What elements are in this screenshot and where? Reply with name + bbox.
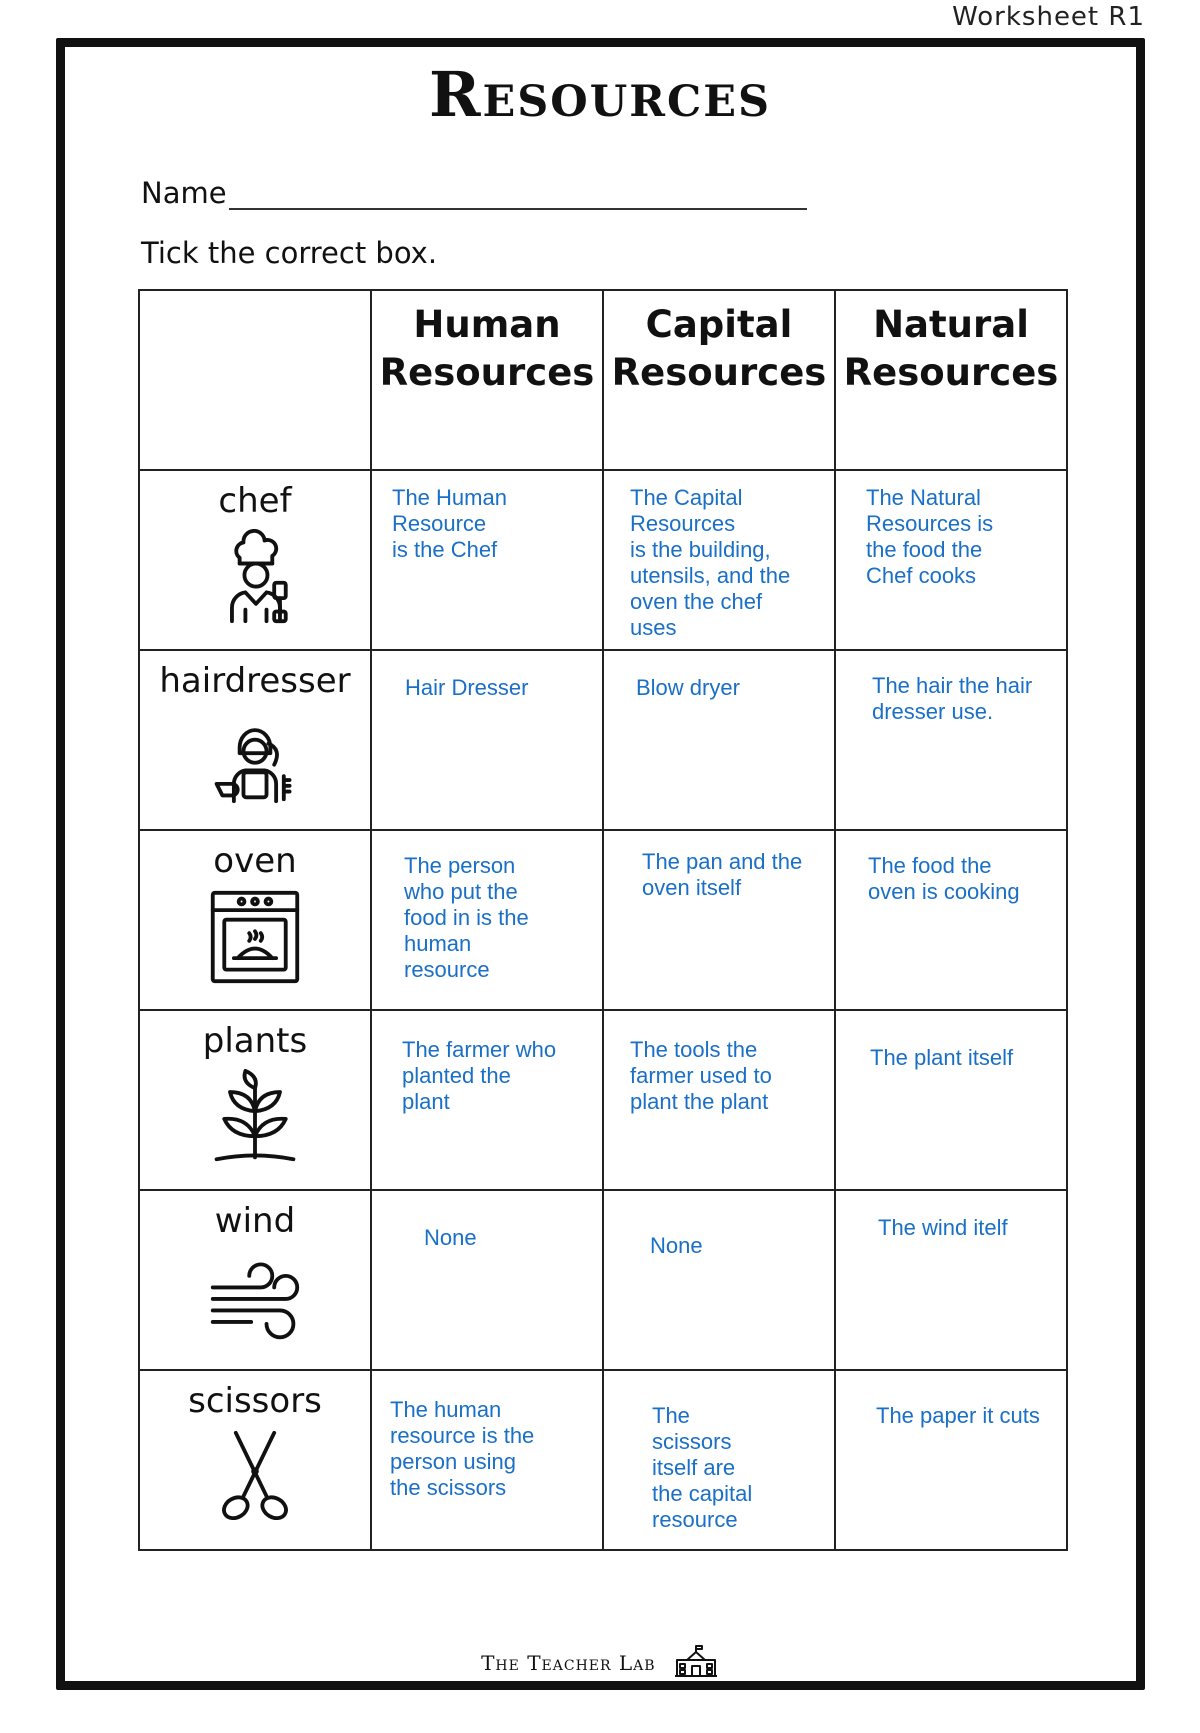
header-natural-resources: Natural Resources [835, 290, 1067, 470]
human-resource-cell[interactable]: The farmer who planted the plant [371, 1010, 603, 1190]
item-name: plants [202, 1021, 308, 1061]
item-name: oven [213, 841, 297, 881]
name-input-line[interactable] [229, 178, 807, 210]
hairdresser-icon [207, 709, 303, 805]
name-label: Name [141, 176, 227, 210]
school-icon [673, 1644, 719, 1678]
oven-icon [207, 889, 303, 985]
natural-resource-cell[interactable]: The Natural Resources is the food the Chef cooks [835, 470, 1067, 650]
human-resource-cell[interactable]: None [371, 1190, 603, 1370]
item-cell-chef [139, 470, 371, 650]
table-header-row [139, 290, 1067, 470]
footer-brand: The Teacher Lab [481, 1651, 656, 1675]
page-title: Resources [428, 58, 772, 131]
header-blank [139, 290, 371, 470]
item-cell-wind [139, 1190, 371, 1370]
natural-resource-cell[interactable]: The wind itelf [835, 1190, 1067, 1370]
item-name: scissors [188, 1381, 322, 1421]
item-cell-plants [139, 1010, 371, 1190]
natural-resource-cell[interactable]: The food the oven is cooking [835, 830, 1067, 1010]
worksheet-label: Worksheet R1 [952, 2, 1145, 32]
table-row [139, 1190, 1067, 1370]
table-row [139, 1370, 1067, 1550]
natural-resource-cell[interactable]: The hair the hair dresser use. [835, 650, 1067, 830]
natural-resource-cell[interactable]: The plant itself [835, 1010, 1067, 1190]
natural-resource-cell[interactable]: The paper it cuts [835, 1370, 1067, 1550]
header-capital-resources: Capital Resources [603, 290, 835, 470]
table-row [139, 470, 1067, 650]
human-resource-cell[interactable]: Hair Dresser [371, 650, 603, 830]
header-human-resources: Human Resources [371, 290, 603, 470]
capital-resource-cell[interactable]: The pan and the oven itself [603, 830, 835, 1010]
item-name: wind [214, 1201, 296, 1241]
scissors-icon [207, 1429, 303, 1525]
resources-table [138, 289, 1068, 1551]
human-resource-cell[interactable]: The person who put the food in is the human resource [371, 830, 603, 1010]
item-name: hairdresser [159, 661, 351, 701]
capital-resource-cell[interactable]: The scissors itself are the capital resource [603, 1370, 835, 1550]
table-row [139, 830, 1067, 1010]
footer [0, 1644, 1200, 1678]
table-row [139, 1010, 1067, 1190]
capital-resource-cell[interactable]: None [603, 1190, 835, 1370]
chef-icon [207, 529, 303, 625]
item-cell-hairdresser [139, 650, 371, 830]
item-name: chef [218, 481, 292, 521]
table-row [139, 650, 1067, 830]
item-cell-oven [139, 830, 371, 1010]
human-resource-cell[interactable]: The Human Resource is the Chef [371, 470, 603, 650]
capital-resource-cell[interactable]: The tools the farmer used to plant the plant [603, 1010, 835, 1190]
plant-icon [207, 1069, 303, 1165]
wind-icon [207, 1249, 303, 1345]
capital-resource-cell[interactable]: Blow dryer [603, 650, 835, 830]
capital-resource-cell[interactable]: The Capital Resources is the building, utensils, and the oven the chef uses [603, 470, 835, 650]
instruction-text: Tick the correct box. [141, 236, 438, 270]
item-cell-scissors [139, 1370, 371, 1550]
name-row [141, 176, 807, 210]
human-resource-cell[interactable]: The human resource is the person using the scissors [371, 1370, 603, 1550]
